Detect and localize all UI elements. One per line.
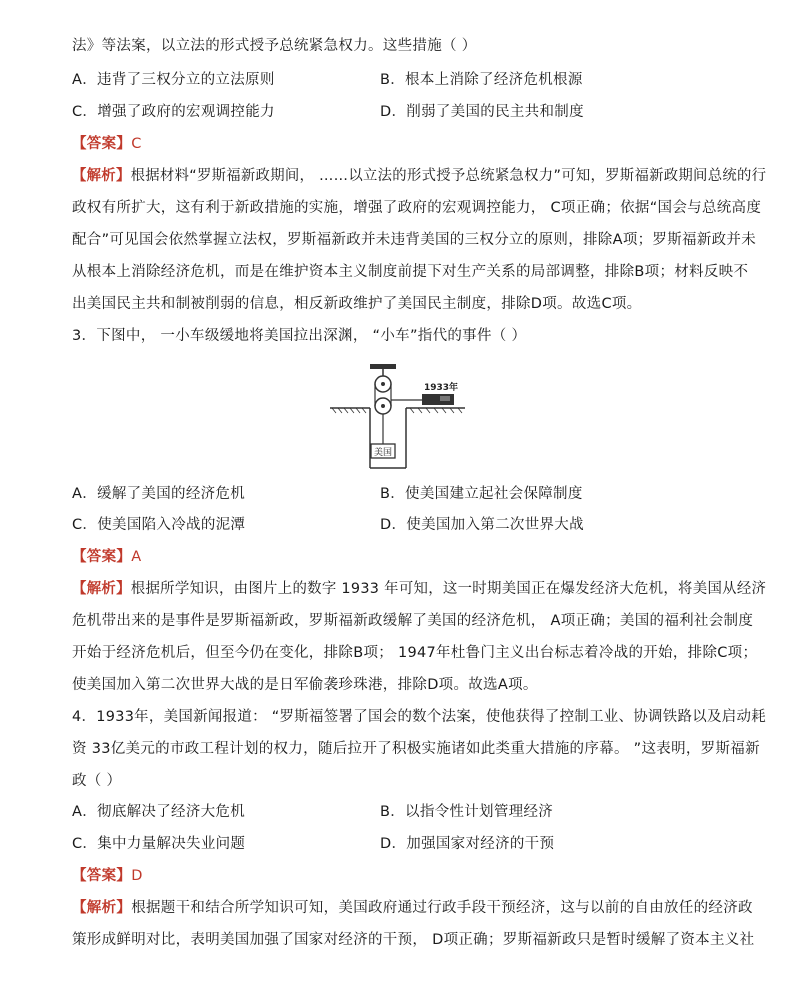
q2-option-c: C．增强了政府的宏观调控能力 bbox=[72, 104, 275, 120]
q2-analysis-line-5: 出美国民主共和制被削弱的信息，相反新政维护了美国民主制度，排除D项。故选C项。 bbox=[72, 296, 642, 312]
q4-option-a: A．彻底解决了经济大危机 bbox=[72, 804, 246, 820]
answer-tag: 【答案】 bbox=[72, 549, 132, 565]
answer-tag: 【答案】 bbox=[72, 136, 132, 152]
q2-option-d: D．削弱了美国的民主共和制度 bbox=[380, 104, 584, 120]
q2-analysis-line-2: 政权有所扩大，这有利于新政措施的实施，增强了政府的宏观调控能力， C项正确；依据“国会与总统高度 bbox=[72, 200, 762, 216]
q3-option-b: B．使美国建立起社会保障制度 bbox=[380, 486, 583, 502]
analysis-text: 根据所学知识，由图片上的数字 1933 年可知，这一时期美国正在爆发经济大危机，将美国从经济 bbox=[130, 581, 767, 597]
q2-option-a: A．违背了三权分立的立法原则 bbox=[72, 72, 275, 88]
analysis-tag: 【解析】 bbox=[72, 581, 131, 597]
answer-value: A bbox=[131, 549, 142, 565]
q3-answer bbox=[72, 547, 141, 567]
q4-stem-line-2: 资 33亿美元的市政工程计划的权力，随后拉开了积极实施诸如此类重大措施的序幕。 ”这表明，罗斯福新 bbox=[72, 741, 760, 757]
pulley-cart-figure bbox=[330, 362, 465, 472]
q4-stem-line-3: 政（ ） bbox=[72, 773, 122, 789]
box-label: 美国 bbox=[373, 448, 392, 458]
analysis-text: 根据材料“罗斯福新政期间， ……以立法的形式授予总统紧急权力”可知，罗斯福新政期间总统的行 bbox=[130, 168, 767, 184]
q4-stem-line-1: 4．1933年，美国新闻报道： “罗斯福签署了国会的数个法案，使他获得了控制工业、协调铁路以及启动耗 bbox=[72, 709, 766, 725]
answer-value: D bbox=[131, 868, 143, 884]
q2-option-b: B．根本上消除了经济危机根源 bbox=[380, 72, 583, 88]
q2-answer bbox=[72, 134, 142, 154]
analysis-tag: 【解析】 bbox=[72, 168, 131, 184]
q2-analysis-line-3: 配合”可见国会依然掌握立法权，罗斯福新政并未违背美国的三权分立的原则，排除A项；罗斯福新政并未 bbox=[72, 232, 757, 248]
q4-answer bbox=[72, 866, 143, 886]
q3-analysis-line-4: 使美国加入第二次世界大战的是日军偷袭珍珠港，排除D项。故选A项。 bbox=[72, 677, 538, 693]
q3-analysis-line-1 bbox=[72, 579, 766, 599]
q3-stem: 3．下图中， 一小车级缓地将美国拉出深渊， “小车”指代的事件（ ） bbox=[72, 328, 527, 344]
year-label: 1933年 bbox=[424, 383, 459, 393]
q2-analysis-line-1 bbox=[72, 166, 766, 186]
q4-option-c: C．集中力量解决失业问题 bbox=[72, 836, 246, 852]
q3-analysis-line-2: 危机带出来的是事件是罗斯福新政，罗斯福新政缓解了美国的经济危机， A项正确；美国的福利社会制度 bbox=[72, 613, 754, 629]
q3-option-d: D．使美国加入第二次世界大战 bbox=[380, 517, 584, 533]
answer-value: C bbox=[131, 136, 142, 152]
q4-option-b: B．以指令性计划管理经济 bbox=[380, 804, 554, 820]
answer-tag: 【答案】 bbox=[72, 868, 132, 884]
q3-option-c: C．使美国陷入冷战的泥潭 bbox=[72, 517, 246, 533]
q4-analysis-line-2: 策形成鲜明对比，表明美国加强了国家对经济的干预， D项正确；罗斯福新政只是暂时缓解了资本主义社 bbox=[72, 932, 755, 948]
q2-stem-tail: 法》等法案，以立法的形式授予总统紧急权力。这些措施（ ） bbox=[72, 38, 477, 54]
analysis-text: 根据题干和结合所学知识可知，美国政府通过行政手段干预经济，这与以前的自由放任的经济政 bbox=[131, 900, 753, 916]
q3-option-a: A．缓解了美国的经济危机 bbox=[72, 486, 246, 502]
q3-analysis-line-3: 开始于经济危机后，但至今仍在变化，排除B项； 1947年杜鲁门主义出台标志着冷战的开始，排除C项； bbox=[72, 645, 758, 661]
q2-analysis-line-4: 从根本上消除经济危机，而是在维护资本主义制度前提下对生产关系的局部调整，排除B项；材料反映不 bbox=[72, 264, 749, 280]
pulley-diagram bbox=[330, 362, 465, 472]
q4-option-d: D．加强国家对经济的干预 bbox=[380, 836, 555, 852]
analysis-tag: 【解析】 bbox=[72, 900, 132, 916]
q4-analysis-line-1 bbox=[72, 898, 753, 918]
